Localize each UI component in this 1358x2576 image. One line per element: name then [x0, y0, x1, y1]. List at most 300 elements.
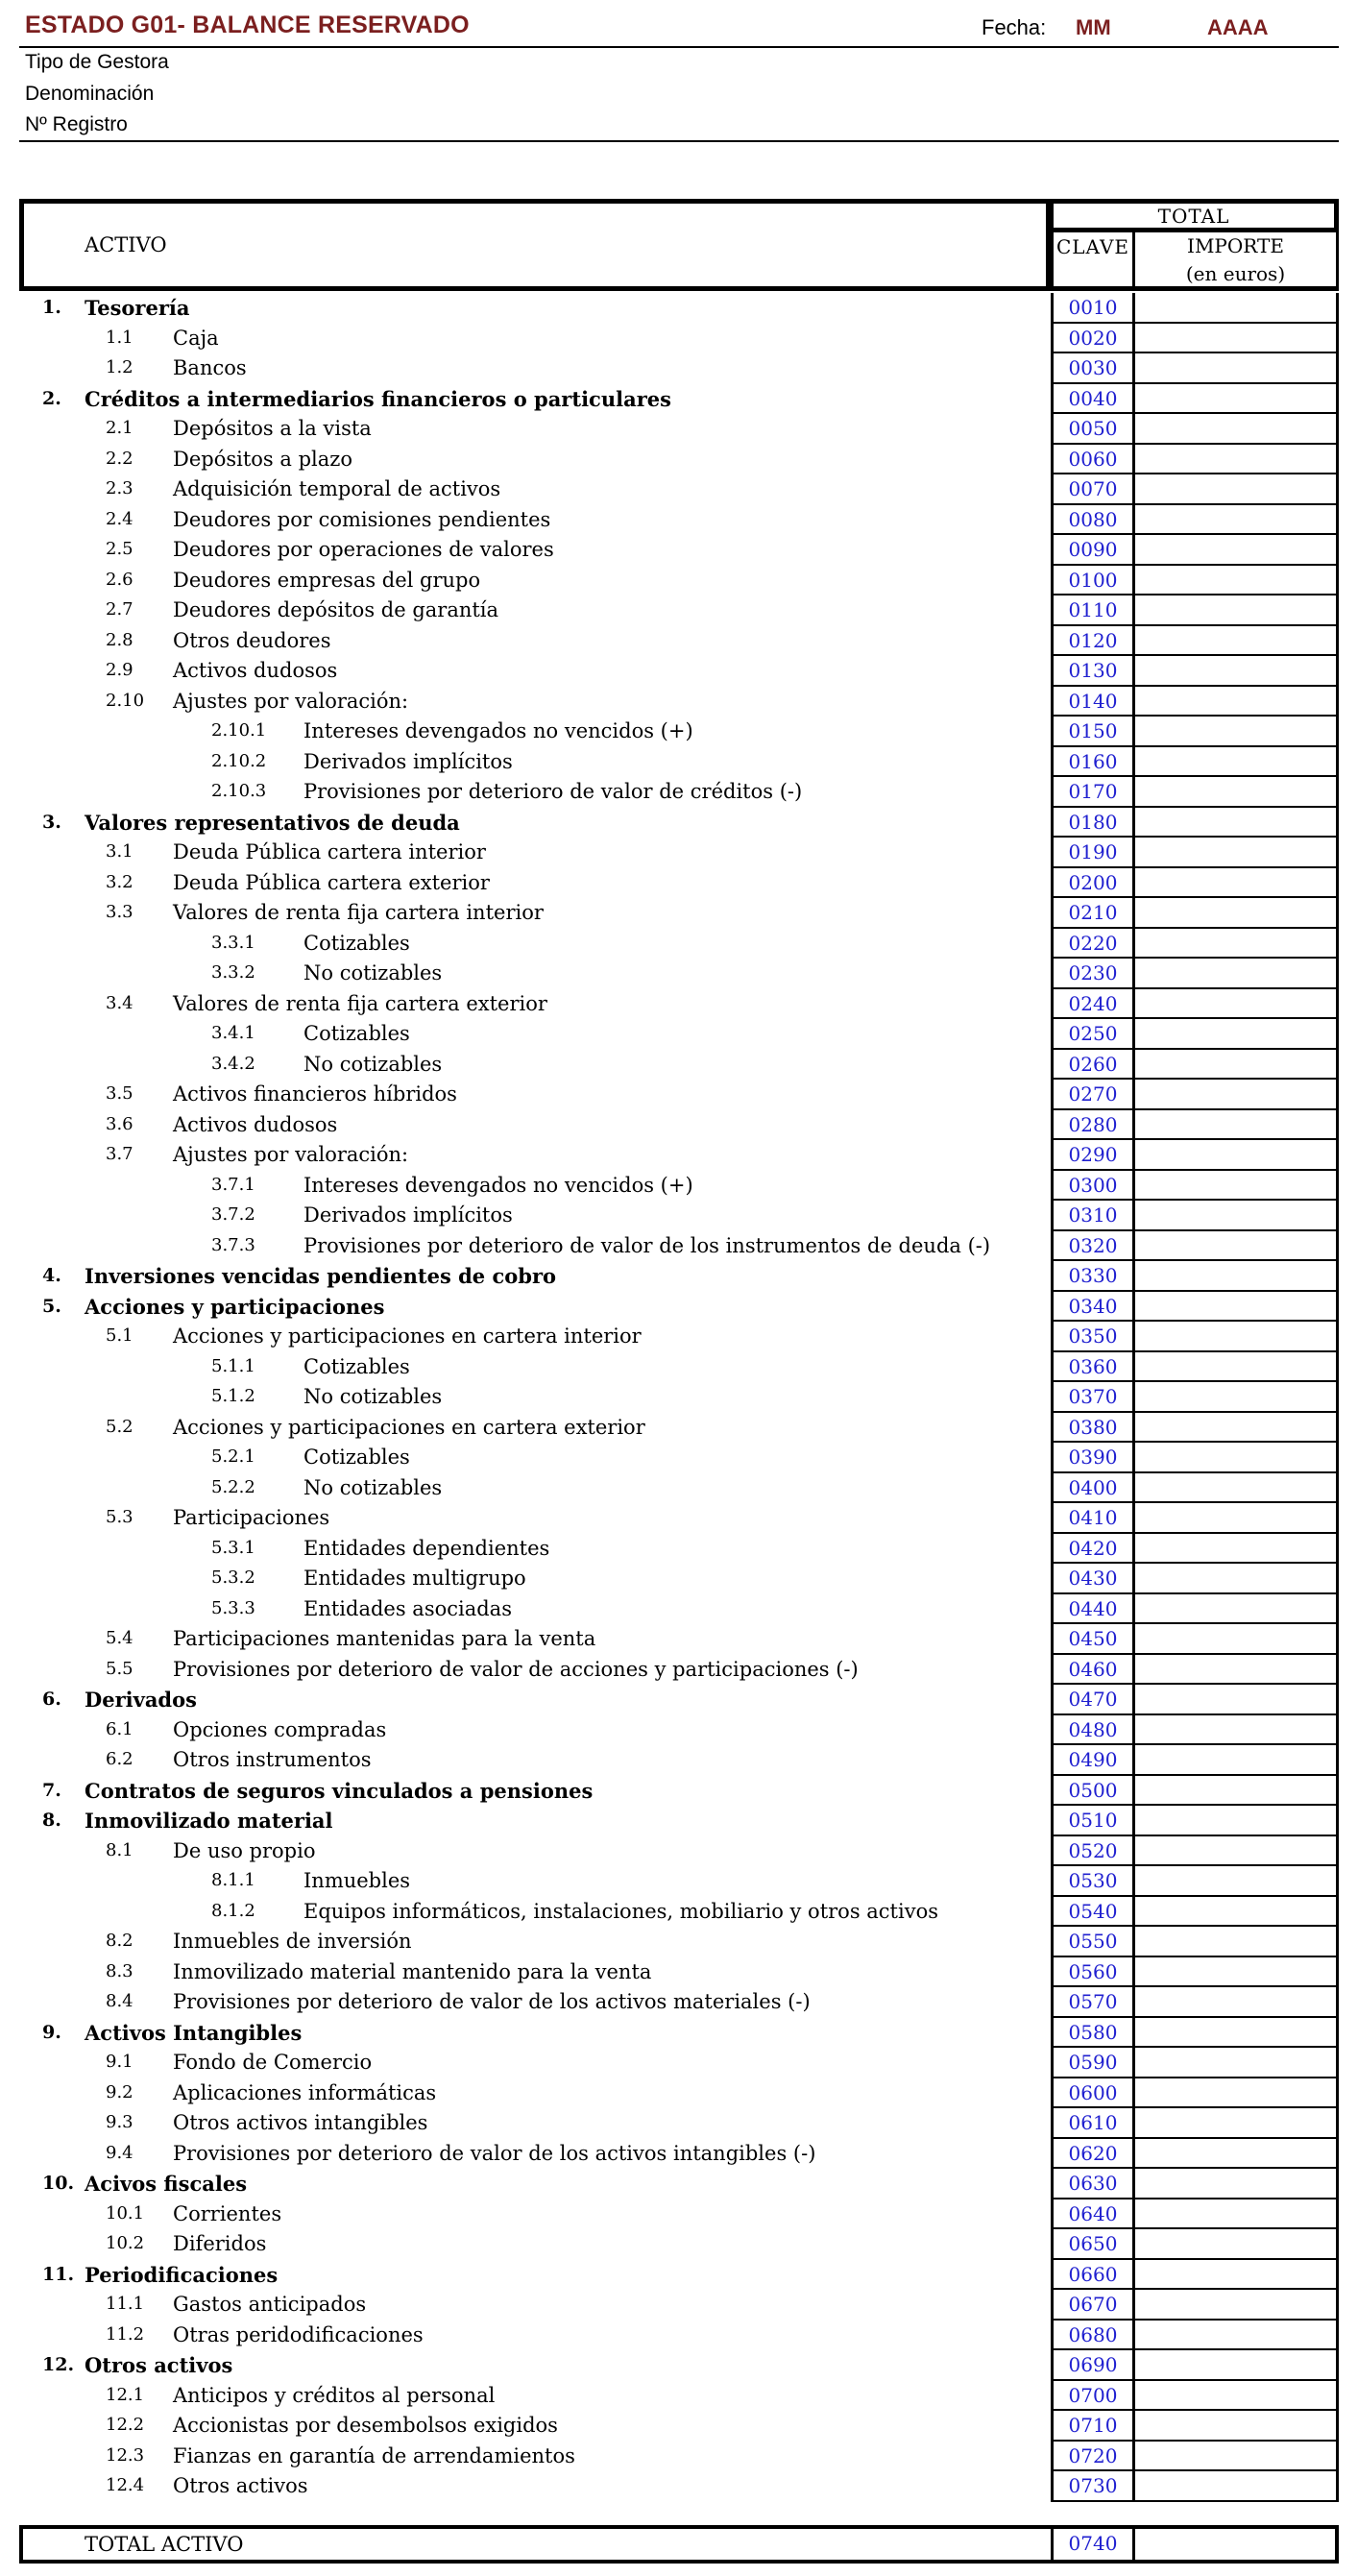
row-label: Adquisición temporal de activos	[173, 477, 501, 500]
row-number: 1.2	[106, 357, 133, 377]
table-row	[0, 505, 1358, 536]
row-importe-field[interactable]	[1135, 1503, 1339, 1534]
row-importe-field[interactable]	[1135, 656, 1339, 687]
table-row	[0, 1231, 1358, 1262]
row-number: 5.1.2	[211, 1386, 255, 1406]
row-label: Aplicaciones informáticas	[173, 2080, 437, 2104]
row-importe-field[interactable]	[1135, 1957, 1339, 1988]
row-clave: 0170	[1051, 777, 1135, 808]
table-row	[0, 1019, 1358, 1050]
row-number: 12.2	[106, 2415, 145, 2435]
table-row	[0, 384, 1358, 415]
row-clave: 0440	[1051, 1594, 1135, 1625]
row-clave: 0710	[1051, 2411, 1135, 2442]
row-clave: 0270	[1051, 1080, 1135, 1110]
row-label: Acciones y participaciones en cartera exterior	[173, 1415, 645, 1439]
row-clave: 0040	[1051, 384, 1135, 415]
row-clave: 0150	[1051, 717, 1135, 747]
row-importe-field[interactable]	[1135, 1443, 1339, 1473]
row-label: Ajustes por valoración:	[173, 689, 409, 713]
row-number: 8.4	[106, 1991, 133, 2011]
row-label: Corrientes	[173, 2201, 282, 2225]
table-row	[0, 2471, 1358, 2502]
row-number: 8.3	[106, 1960, 133, 1981]
row-label: Inmuebles de inversión	[173, 1930, 412, 1953]
table-row	[0, 656, 1358, 687]
row-number: 12.3	[106, 2444, 145, 2466]
row-label: Activos financieros híbridos	[173, 1082, 457, 1106]
row-importe-field[interactable]	[1135, 1352, 1339, 1383]
row-importe-field[interactable]	[1135, 687, 1339, 717]
row-label: Participaciones mantenidas para la venta	[173, 1627, 596, 1650]
row-importe-field[interactable]	[1135, 474, 1339, 505]
row-number: 5.2.2	[211, 1476, 255, 1497]
row-number: 5.	[42, 1295, 61, 1317]
table-row	[0, 2108, 1358, 2139]
row-importe-field[interactable]	[1135, 1231, 1339, 1262]
row-label: Otros instrumentos	[173, 1748, 372, 1771]
row-importe-field[interactable]	[1135, 2199, 1339, 2230]
row-importe-field[interactable]	[1135, 1050, 1339, 1081]
table-row	[0, 1443, 1358, 1473]
row-importe-field[interactable]	[1135, 959, 1339, 989]
table-row	[0, 353, 1358, 384]
table-row	[0, 1050, 1358, 1081]
row-number: 3.7.2	[211, 1204, 255, 1225]
row-label: Activos dudosos	[173, 1112, 338, 1136]
table-row	[0, 1745, 1358, 1776]
row-clave: 0110	[1051, 595, 1135, 626]
row-number: 3.1	[106, 841, 133, 862]
row-clave: 0320	[1051, 1231, 1135, 1262]
table-row	[0, 959, 1358, 989]
row-clave: 0300	[1051, 1171, 1135, 1202]
row-label: Otros activos intangibles	[173, 2111, 428, 2134]
table-row	[0, 1806, 1358, 1836]
row-importe-field[interactable]	[1135, 989, 1339, 1020]
row-importe-field[interactable]	[1135, 1655, 1339, 1686]
row-number: 12.	[42, 2354, 75, 2375]
total-heading: TOTAL	[1051, 199, 1339, 232]
table-row	[0, 1866, 1358, 1897]
row-clave: 0570	[1051, 1987, 1135, 2018]
row-importe-field[interactable]	[1135, 1292, 1339, 1323]
row-label: Deudores empresas del grupo	[173, 568, 481, 592]
row-label: Contratos de seguros vinculados a pensiones	[85, 1778, 594, 1803]
row-importe-field[interactable]	[1135, 1110, 1339, 1141]
row-number: 3.6	[106, 1113, 133, 1134]
row-clave: 0430	[1051, 1564, 1135, 1594]
row-importe-field[interactable]	[1135, 1019, 1339, 1050]
table-row	[0, 535, 1358, 566]
row-clave: 0620	[1051, 2139, 1135, 2170]
row-number: 5.5	[106, 1658, 133, 1679]
row-importe-field[interactable]	[1135, 1201, 1339, 1231]
row-label: Depósitos a plazo	[173, 447, 352, 471]
row-number: 11.	[42, 2263, 75, 2285]
table-row	[0, 808, 1358, 838]
row-clave: 0510	[1051, 1806, 1135, 1836]
row-importe-field[interactable]	[1135, 1927, 1339, 1957]
row-importe-field[interactable]	[1135, 1534, 1339, 1565]
row-label: Derivados implícitos	[303, 749, 513, 773]
row-clave: 0560	[1051, 1957, 1135, 1988]
row-label: Cotizables	[303, 1022, 410, 1045]
table-row	[0, 2018, 1358, 2049]
row-clave: 0190	[1051, 838, 1135, 868]
row-label: De uso propio	[173, 1838, 316, 1862]
meta-divider	[19, 140, 1339, 142]
table-row	[0, 1624, 1358, 1655]
row-clave: 0310	[1051, 1201, 1135, 1231]
row-clave: 0590	[1051, 2048, 1135, 2078]
row-number: 2.1	[106, 418, 133, 438]
registro-label: Nº Registro	[25, 113, 128, 135]
table-row	[0, 1080, 1358, 1110]
table-row	[0, 2290, 1358, 2321]
row-number: 3.5	[106, 1083, 133, 1104]
row-label: Cotizables	[303, 931, 410, 955]
row-number: 2.2	[106, 448, 133, 469]
row-importe-field[interactable]	[1135, 2018, 1339, 2049]
row-label: Deudores por comisiones pendientes	[173, 507, 551, 531]
row-number: 2.	[42, 387, 61, 409]
row-number: 6.2	[106, 1749, 133, 1769]
row-number: 5.2.1	[211, 1446, 255, 1467]
en-euros-label: (en euros)	[1185, 262, 1286, 285]
row-number: 11.2	[106, 2323, 145, 2345]
row-importe-field[interactable]	[1135, 535, 1339, 566]
row-importe-field[interactable]	[1135, 808, 1339, 838]
row-importe-field[interactable]	[1135, 2229, 1339, 2260]
table-row	[0, 1503, 1358, 1534]
row-number: 5.3.2	[211, 1567, 255, 1588]
row-importe-field[interactable]	[1135, 1685, 1339, 1715]
table-row	[0, 1171, 1358, 1202]
row-clave: 0500	[1051, 1776, 1135, 1807]
clave-heading: CLAVE	[1051, 232, 1135, 291]
row-label: Entidades multigrupo	[303, 1567, 526, 1590]
row-importe-field[interactable]	[1135, 1261, 1339, 1292]
row-clave: 0610	[1051, 2108, 1135, 2139]
row-importe-field[interactable]	[1135, 929, 1339, 960]
row-number: 7.	[42, 1779, 61, 1801]
row-label: Fondo de Comercio	[173, 2051, 373, 2074]
table-row	[0, 293, 1358, 324]
row-clave: 0660	[1051, 2260, 1135, 2291]
row-importe-field[interactable]	[1135, 1987, 1339, 2018]
row-importe-field[interactable]	[1135, 566, 1339, 596]
total-activo-label: TOTAL ACTIVO	[85, 2533, 244, 2556]
row-number: 12.4	[106, 2475, 145, 2495]
table-row	[0, 2199, 1358, 2230]
row-label: Otros activos	[85, 2353, 233, 2377]
row-label: Periodificaciones	[85, 2262, 279, 2287]
row-label: No cotizables	[303, 961, 443, 984]
table-row	[0, 1564, 1358, 1594]
row-clave: 0060	[1051, 445, 1135, 475]
table-row	[0, 1897, 1358, 1928]
row-importe-field[interactable]	[1135, 2048, 1339, 2078]
row-label: Fianzas en garantía de arrendamientos	[173, 2443, 575, 2467]
row-importe-field[interactable]	[1135, 626, 1339, 657]
row-number: 9.2	[106, 2081, 133, 2102]
row-label: Anticipos y créditos al personal	[173, 2383, 496, 2407]
row-importe-field[interactable]	[1135, 2260, 1339, 2291]
row-clave: 0650	[1051, 2229, 1135, 2260]
row-number: 3.	[42, 811, 61, 833]
table-row	[0, 2321, 1358, 2351]
row-number: 1.	[42, 297, 61, 318]
row-importe-field[interactable]	[1135, 324, 1339, 354]
row-clave: 0550	[1051, 1927, 1135, 1957]
table-row	[0, 989, 1358, 1020]
row-importe-field[interactable]	[1135, 445, 1339, 475]
table-row	[0, 868, 1358, 899]
tipo-gestora-label: Tipo de Gestora	[25, 51, 169, 73]
table-row	[0, 1534, 1358, 1565]
row-number: 3.3.2	[211, 962, 255, 983]
row-clave: 0020	[1051, 324, 1135, 354]
table-row	[0, 929, 1358, 960]
table-row	[0, 1382, 1358, 1413]
table-row	[0, 1261, 1358, 1292]
table-row	[0, 414, 1358, 445]
row-clave: 0030	[1051, 353, 1135, 384]
table-row	[0, 1473, 1358, 1504]
row-label: Gastos anticipados	[173, 2293, 367, 2316]
table-row	[0, 2139, 1358, 2170]
row-importe-field[interactable]	[1135, 2442, 1339, 2472]
row-number: 2.7	[106, 599, 133, 620]
row-importe-field[interactable]	[1135, 1080, 1339, 1110]
row-number: 10.2	[106, 2233, 145, 2253]
row-importe-field[interactable]	[1135, 717, 1339, 747]
row-label: Otros activos	[173, 2474, 308, 2497]
row-importe-field[interactable]	[1135, 2321, 1339, 2351]
table-row	[0, 777, 1358, 808]
row-label: No cotizables	[303, 1475, 443, 1499]
row-importe-field[interactable]	[1135, 868, 1339, 899]
row-label: Deudores por operaciones de valores	[173, 538, 554, 561]
row-clave: 0350	[1051, 1322, 1135, 1352]
row-label: Inmovilizado material mantenido para la venta	[173, 1959, 652, 1983]
row-clave: 0680	[1051, 2321, 1135, 2351]
row-number: 6.	[42, 1689, 61, 1710]
row-importe-field[interactable]	[1135, 2350, 1339, 2381]
row-label: Provisiones por deterioro de valor de los activos materiales (-)	[173, 1990, 811, 2013]
row-importe-field[interactable]	[1135, 353, 1339, 384]
row-label: Entidades asociadas	[303, 1596, 512, 1620]
row-clave: 0080	[1051, 505, 1135, 536]
fecha-label: Fecha:	[982, 15, 1047, 39]
row-clave: 0640	[1051, 2199, 1135, 2230]
row-importe-field[interactable]	[1135, 777, 1339, 808]
row-importe-field[interactable]	[1135, 293, 1339, 324]
row-number: 2.5	[106, 539, 133, 559]
row-clave: 0540	[1051, 1897, 1135, 1928]
row-number: 5.4	[106, 1628, 133, 1648]
row-label: Acciones y participaciones en cartera interior	[173, 1324, 642, 1348]
row-label: Valores de renta fija cartera exterior	[173, 991, 547, 1015]
row-clave: 0240	[1051, 989, 1135, 1020]
table-row	[0, 445, 1358, 475]
table-row	[0, 2381, 1358, 2412]
row-clave: 0180	[1051, 808, 1135, 838]
table-row	[0, 1987, 1358, 2018]
row-importe-field[interactable]	[1135, 1140, 1339, 1171]
row-clave: 0290	[1051, 1140, 1135, 1171]
row-number: 2.4	[106, 508, 133, 529]
row-label: Inmuebles	[303, 1869, 411, 1892]
row-clave: 0280	[1051, 1110, 1135, 1141]
row-number: 5.3	[106, 1507, 133, 1527]
activo-heading: ACTIVO	[85, 233, 167, 256]
row-importe-field[interactable]	[1135, 2078, 1339, 2109]
row-importe-field[interactable]	[1135, 2169, 1339, 2199]
row-clave: 0380	[1051, 1413, 1135, 1444]
row-number: 2.6	[106, 569, 133, 590]
row-label: Participaciones	[173, 1506, 330, 1529]
row-importe-field[interactable]	[1135, 898, 1339, 929]
row-number: 3.3.1	[211, 932, 255, 953]
row-clave: 0460	[1051, 1655, 1135, 1686]
row-label: Cotizables	[303, 1354, 410, 1378]
row-importe-field[interactable]	[1135, 1624, 1339, 1655]
table-row	[0, 1594, 1358, 1625]
row-importe-field[interactable]	[1135, 2108, 1339, 2139]
row-clave: 0470	[1051, 1685, 1135, 1715]
row-clave: 0420	[1051, 1534, 1135, 1565]
row-importe-field[interactable]	[1135, 2139, 1339, 2170]
row-number: 4.	[42, 1265, 61, 1286]
row-number: 3.4.2	[211, 1053, 255, 1074]
row-importe-field[interactable]	[1135, 1715, 1339, 1746]
row-importe-field[interactable]	[1135, 1171, 1339, 1202]
row-number: 2.10.1	[211, 720, 267, 741]
row-clave: 0730	[1051, 2471, 1135, 2502]
row-clave: 0450	[1051, 1624, 1135, 1655]
row-clave: 0260	[1051, 1050, 1135, 1081]
row-clave: 0690	[1051, 2350, 1135, 2381]
row-clave: 0480	[1051, 1715, 1135, 1746]
row-number: 3.2	[106, 871, 133, 892]
row-number: 12.1	[106, 2384, 145, 2405]
row-importe-field[interactable]	[1135, 1897, 1339, 1928]
row-clave: 0630	[1051, 2169, 1135, 2199]
table-row	[0, 2350, 1358, 2381]
row-label: Entidades dependientes	[303, 1536, 550, 1560]
table-row	[0, 2048, 1358, 2078]
row-label: Otras peridodificaciones	[173, 2322, 424, 2346]
importe-label: IMPORTE	[1187, 234, 1284, 257]
row-clave: 0100	[1051, 566, 1135, 596]
row-number: 3.7	[106, 1144, 133, 1164]
row-clave: 0720	[1051, 2442, 1135, 2472]
row-label: Provisiones por deterioro de valor de acciones y participaciones (-)	[173, 1657, 859, 1681]
row-number: 8.1.2	[211, 1900, 255, 1921]
table-row	[0, 747, 1358, 778]
row-number: 2.3	[106, 478, 133, 498]
row-importe-field[interactable]	[1135, 2471, 1339, 2502]
row-importe-field[interactable]	[1135, 1322, 1339, 1352]
row-importe-field[interactable]	[1135, 2290, 1339, 2321]
row-number: 5.1	[106, 1325, 133, 1346]
row-label: Activos Intangibles	[85, 2020, 303, 2045]
row-number: 2.8	[106, 629, 133, 650]
row-number: 2.10.3	[211, 781, 267, 801]
row-number: 11.1	[106, 2294, 145, 2314]
row-label: Acivos fiscales	[85, 2172, 248, 2196]
row-importe-field[interactable]	[1135, 1866, 1339, 1897]
row-label: Provisiones por deterioro de valor de créditos (-)	[303, 780, 803, 803]
row-label: Deuda Pública cartera exterior	[173, 870, 490, 894]
row-importe-field[interactable]	[1135, 1382, 1339, 1413]
row-label: Derivados implícitos	[303, 1203, 513, 1227]
row-importe-field[interactable]	[1135, 384, 1339, 415]
row-importe-field[interactable]	[1135, 1836, 1339, 1867]
row-clave: 0130	[1051, 656, 1135, 687]
row-number: 3.4	[106, 992, 133, 1013]
row-label: Depósitos a la vista	[173, 417, 372, 440]
row-label: Valores de renta fija cartera interior	[173, 901, 544, 924]
row-importe-field[interactable]	[1135, 414, 1339, 445]
row-importe-field[interactable]	[1135, 2381, 1339, 2412]
row-number: 3.4.1	[211, 1023, 255, 1043]
fecha-year-field[interactable]: AAAA	[1207, 15, 1269, 39]
row-importe-field[interactable]	[1135, 1413, 1339, 1444]
row-number: 2.9	[106, 660, 133, 680]
fecha-month-field[interactable]: MM	[1076, 15, 1111, 39]
table-row	[0, 2260, 1358, 2291]
row-importe-field[interactable]	[1135, 595, 1339, 626]
document-title: ESTADO G01- BALANCE RESERVADO	[25, 12, 470, 38]
row-clave: 0370	[1051, 1382, 1135, 1413]
row-label: Ajustes por valoración:	[173, 1143, 409, 1166]
row-number: 8.1	[106, 1839, 133, 1860]
table-row	[0, 1685, 1358, 1715]
table-row	[0, 1715, 1358, 1746]
row-label: Otros deudores	[173, 628, 331, 652]
row-label: Inmovilizado material	[85, 1809, 333, 1833]
row-number: 9.4	[106, 2142, 133, 2163]
table-row	[0, 2411, 1358, 2442]
row-importe-field[interactable]	[1135, 1473, 1339, 1504]
row-label: Inversiones vencidas pendientes de cobro	[85, 1264, 557, 1288]
row-importe-field[interactable]	[1135, 838, 1339, 868]
row-importe-field[interactable]	[1135, 2411, 1339, 2442]
row-number: 5.3.1	[211, 1537, 255, 1558]
row-importe-field[interactable]	[1135, 1594, 1339, 1625]
table-row	[0, 1110, 1358, 1141]
row-importe-field[interactable]	[1135, 505, 1339, 536]
row-clave: 0580	[1051, 2018, 1135, 2049]
table-row	[0, 898, 1358, 929]
row-clave: 0390	[1051, 1443, 1135, 1473]
row-clave: 0410	[1051, 1503, 1135, 1534]
row-importe-field[interactable]	[1135, 747, 1339, 778]
row-label: No cotizables	[303, 1385, 443, 1408]
row-clave: 0360	[1051, 1352, 1135, 1383]
row-clave: 0600	[1051, 2078, 1135, 2109]
row-importe-field[interactable]	[1135, 1776, 1339, 1807]
row-label: Tesorería	[85, 296, 190, 320]
row-importe-field[interactable]	[1135, 1564, 1339, 1594]
row-clave: 0220	[1051, 929, 1135, 960]
row-label: Accionistas por desembolsos exigidos	[173, 2414, 558, 2437]
row-importe-field[interactable]	[1135, 1745, 1339, 1776]
row-importe-field[interactable]	[1135, 1806, 1339, 1836]
